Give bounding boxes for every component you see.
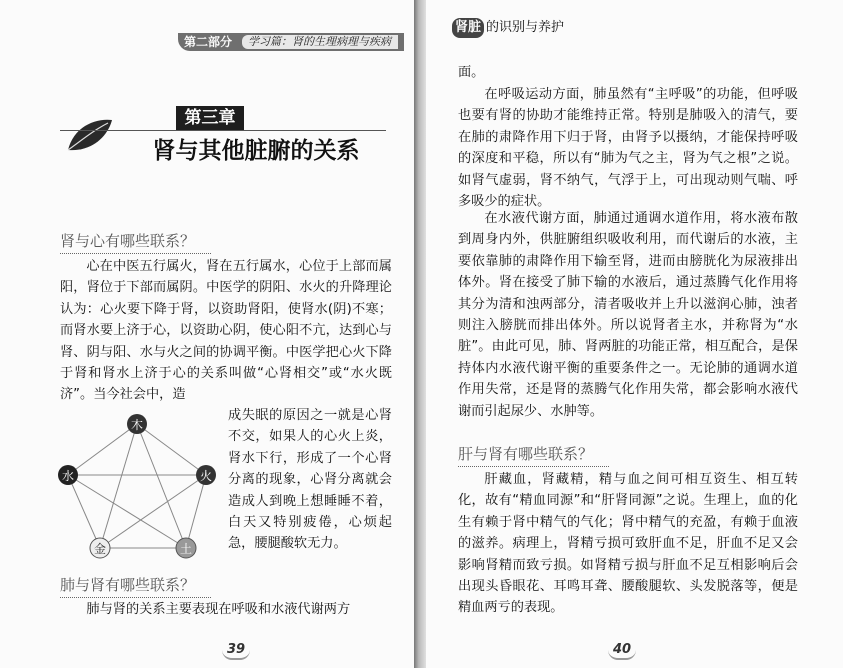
paragraph-respiration: 在呼吸运动方面，肺虽然有“主呼吸”的功能，但呼吸也要有肾的协助才能维持正常。特别是肺吸入的清气，要在肺的肃降作用下归于肾，由肾予以摄纳，才能保持呼吸的深度和平稳，所以有“肺为气之主，肾为气之根”之说。如肾气虚弱，肾不纳气，气浮于上，可出现动则气喘、呼多吸少的症状。 [458,87,798,210]
right-running-header [452,18,564,38]
section-heading-heart-kidney: 肾与心有哪些联系？ [60,231,211,251]
svg-text:金: 金 [93,542,107,556]
chapter-title: 肾与其他脏腑的关系 [152,137,360,164]
svg-text:火: 火 [199,469,213,483]
paragraph-lung-kidney-intro: 肺与肾的关系主要表现在呼吸和水液代谢两方 [86,602,351,617]
node-wood [127,414,147,434]
paragraph-continuation: 面。 [458,65,485,80]
svg-text:木: 木 [130,418,144,432]
section-heading-liver-kidney: 肝与肾有哪些联系？ [458,444,609,464]
book-gutter [414,0,426,668]
part-label: 第二部分 [183,35,232,49]
page-number-right: 40 [608,642,636,660]
five-elements-diagram [56,408,218,564]
book-title: 的识别与养护 [486,20,565,35]
chapter-badge: 第三章 [176,106,244,130]
page-number-left: 39 [222,642,250,660]
node-water [58,465,78,485]
node-earth [176,538,196,558]
paragraph-liver-kidney: 肝藏血，肾藏精，精与血之间可相互资生、相互转化，故有“精血同源”和“肝肾同源”之说。生理上，血的化生有赖于肾中精气的气化；肾中精气的充盈，有赖于血液的滋养。病理上，肾精亏损可致肝血不足，肝血不足又会影响肾精而致亏损。如肾精亏损与肝血不足互相影响后会出现头昏眼花、耳鸣耳聋、腰酸腿软、头发脱落等，便是精血两亏的表现。 [458,472,798,616]
svg-text:水: 水 [61,469,75,483]
svg-text:土: 土 [179,542,193,556]
paragraph-water-metabolism: 在水液代谢方面，肺通过通调水道作用，将水液布散到周身内外，供脏腑组织吸收利用，而代谢后的水液，主要依靠肺的肃降作用下输至肾，进而由膀胱化为尿液排出体外。肾在接受了肺下输的水液后，通过蒸腾气化作用将其分为清和浊两部分，清者吸收并上升以滋润心肺，浊者则注入膀胱而排出体外。所以说肾者主水，并称肾为“水脏”。由此可见，肺、肾两脏的功能正常，相互配合，是保持体内水液代谢平衡的重要条件之一。无论肺的通调水道作用失常，还是肾的蒸腾气化作用失常，都会影响水液代谢而引起尿少、水肿等。 [458,211,798,419]
leaf-icon [64,116,116,156]
part-subtitle: 学习篇：肾的生理病理与疾病 [242,35,398,49]
paragraph-insomnia: 成失眠的原因之一就是心肾不交，如果人的心火上炎，肾水下行，形成了一个心肾分离的现象，心肾分离就会造成人到晚上想睡睡不着，白天又特别疲倦，心烦起急，腰腿酸软无力。 [228,408,392,552]
chapter-rule [60,130,386,131]
paragraph-heart-kidney: 心在中医五行属火，肾在五行属水，心位于上部而属阳，肾位于下部而属阴。中医学的阴阳、水火的升降理论认为：心火要下降于肾，以资助肾阳，使肾水(阴)不寒；而肾水要上济于心，以资助心阴，使心阳不亢，达到心与肾、阴与阳、水与火之间的协调平衡。中医学把心火下降于肾和肾水上济于心的关系叫做“心肾相交”或“水火既济”。当今社会中，造 [60,259,392,403]
node-metal [90,538,110,558]
book-tag: 肾脏 [452,18,484,38]
section-heading-lung-kidney: 肺与肾有哪些联系？ [60,575,211,595]
node-fire [196,465,216,485]
running-header [178,33,404,51]
